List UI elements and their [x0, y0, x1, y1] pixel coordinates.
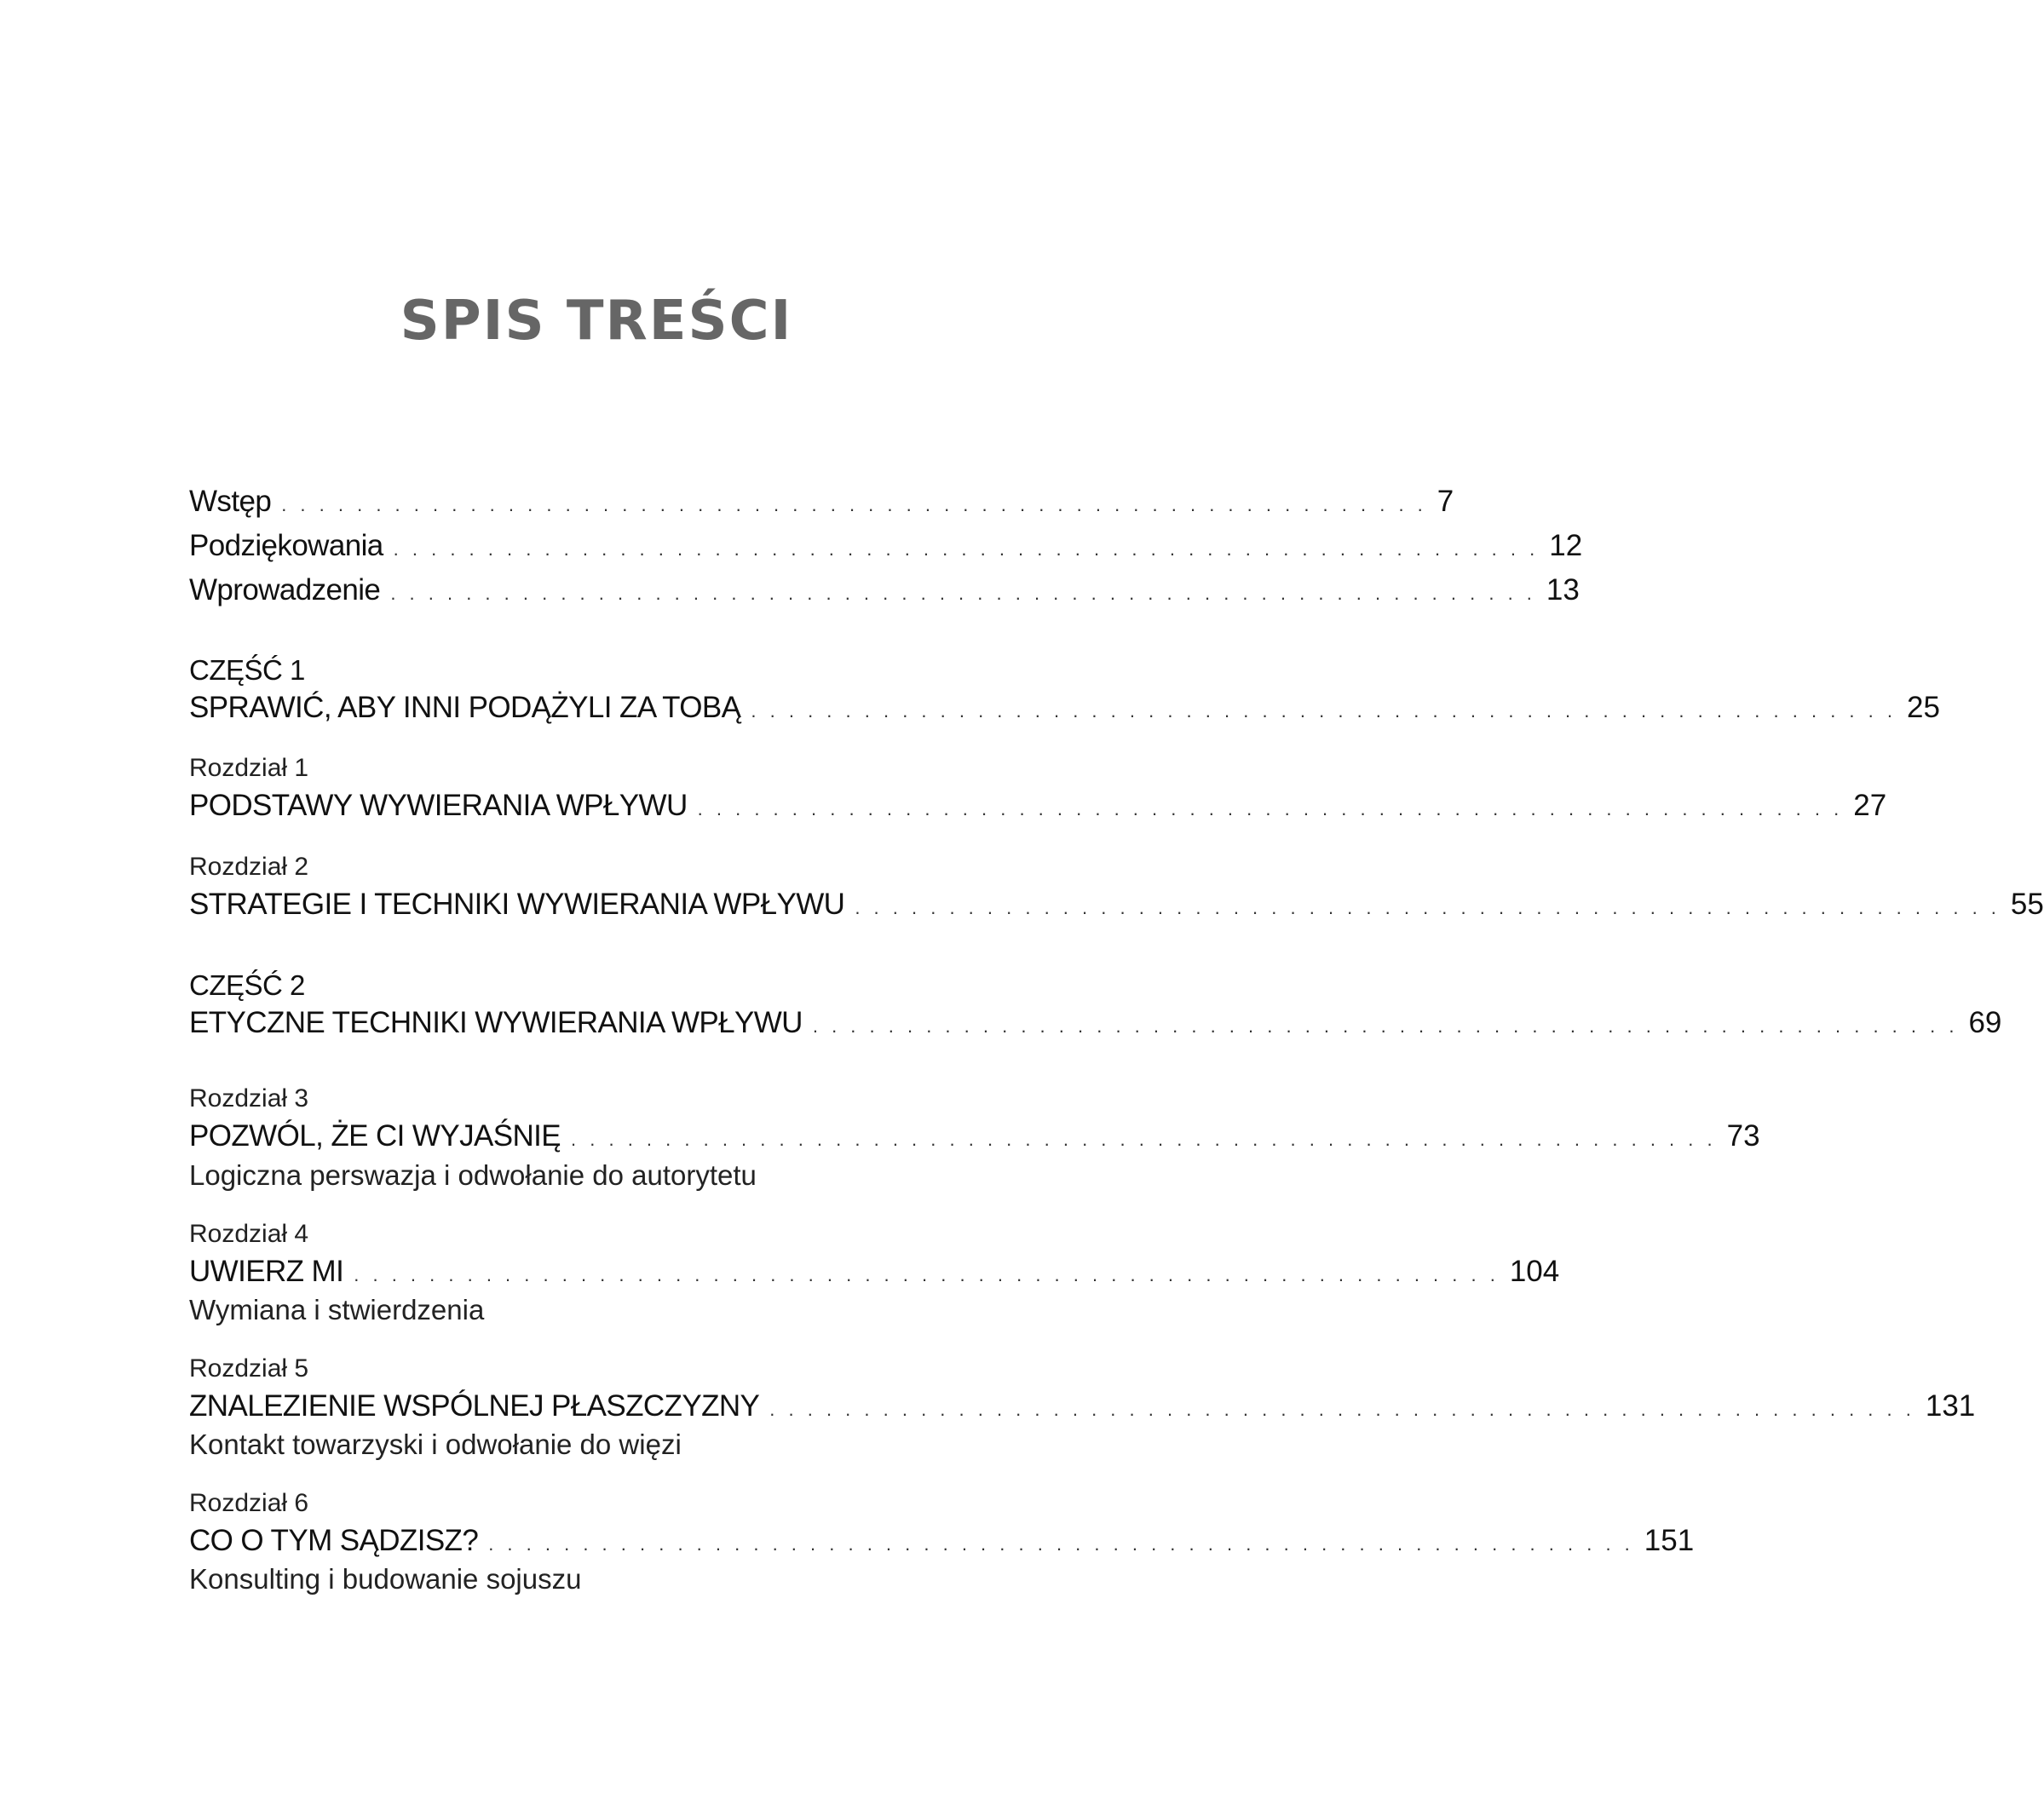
- toc-entry-podziekowania[interactable]: [189, 528, 1583, 564]
- dot-leader: . . . . . . . . . . . . . . . . . . . . . . . . . . . . . . . . . . . . . . . . . . . . . . . . . . . . . . . . . . . . .: [281, 494, 1427, 515]
- page-number: 13: [1546, 573, 1580, 607]
- page-number: 55: [2010, 888, 2044, 921]
- toc-entry-chapter-4[interactable]: [189, 1254, 1560, 1290]
- chapter-subtitle: Wymiana i stwierdzenia: [189, 1294, 485, 1325]
- toc-entry-chapter-1[interactable]: [189, 788, 1887, 824]
- toc-entry-part2[interactable]: [189, 1005, 2002, 1041]
- chapter-label: Rozdział 4: [189, 1220, 309, 1248]
- chapter-label: Rozdział 3: [189, 1084, 309, 1112]
- toc-entry-chapter-3[interactable]: [189, 1118, 1760, 1154]
- chapter-label: Rozdział 2: [189, 853, 309, 881]
- toc-entry-wstep[interactable]: [189, 484, 1454, 520]
- entry-title: PODSTAWY WYWIERANIA WPŁYWU: [189, 789, 688, 822]
- part-label: CZĘŚĆ 2: [189, 969, 305, 1001]
- page-number: 151: [1644, 1524, 1695, 1557]
- page-title: SPIS TREŚCI: [400, 290, 793, 353]
- chapter-subtitle: Konsulting i budowanie sojuszu: [189, 1563, 582, 1595]
- page-number: 25: [1906, 691, 1940, 724]
- toc-entry-chapter-6[interactable]: [189, 1523, 1695, 1559]
- dot-leader: . . . . . . . . . . . . . . . . . . . . . . . . . . . . . . . . . . . . . . . . . . . . . . . . . . . . . . . . . . . . .: [390, 583, 1536, 604]
- toc-entry-part1[interactable]: [189, 690, 1940, 726]
- page-number: 12: [1549, 529, 1583, 562]
- entry-title: ZNALEZIENIE WSPÓLNEJ PŁASZCZYZNY: [189, 1389, 760, 1423]
- entry-title: CO O TYM SĄDZISZ?: [189, 1524, 479, 1557]
- chapter-label: Rozdział 6: [189, 1489, 309, 1517]
- page-number: 69: [1968, 1006, 2002, 1039]
- toc-entry-chapter-2[interactable]: [189, 887, 2044, 923]
- entry-title: Wprowadzenie: [189, 573, 381, 607]
- page-number: 104: [1509, 1255, 1560, 1288]
- part-label: CZĘŚĆ 1: [189, 654, 305, 686]
- dot-leader: . . . . . . . . . . . . . . . . . . . . . . . . . . . . . . . . . . . . . . . . . . . . . . . . . . . . . . . . . . . . .: [751, 700, 1897, 722]
- dot-leader: . . . . . . . . . . . . . . . . . . . . . . . . . . . . . . . . . . . . . . . . . . . . . . . . . . . . . . . . . . . . .: [855, 897, 2001, 918]
- chapter-label: Rozdział 1: [189, 754, 309, 782]
- entry-title: Wstęp: [189, 485, 272, 518]
- page-number: 131: [1925, 1389, 1976, 1423]
- dot-leader: . . . . . . . . . . . . . . . . . . . . . . . . . . . . . . . . . . . . . . . . . . . . . . . . . . . . . . . . . . . . .: [769, 1399, 1915, 1420]
- dot-leader: . . . . . . . . . . . . . . . . . . . . . . . . . . . . . . . . . . . . . . . . . . . . . . . . . . . . . . . . . . . . .: [697, 798, 1844, 819]
- toc-entry-chapter-5[interactable]: [189, 1388, 1976, 1424]
- dot-leader: . . . . . . . . . . . . . . . . . . . . . . . . . . . . . . . . . . . . . . . . . . . . . . . . . . . . . . . . . . . . .: [488, 1533, 1634, 1555]
- chapter-label: Rozdział 5: [189, 1354, 309, 1383]
- toc-entry-wprowadzenie[interactable]: [189, 572, 1580, 608]
- entry-title: SPRAWIĆ, ABY INNI PODĄŻYLI ZA TOBĄ: [189, 691, 741, 724]
- dot-leader: . . . . . . . . . . . . . . . . . . . . . . . . . . . . . . . . . . . . . . . . . . . . . . . . . . . . . . . . . . . . .: [571, 1129, 1717, 1150]
- dot-leader: . . . . . . . . . . . . . . . . . . . . . . . . . . . . . . . . . . . . . . . . . . . . . . . . . . . . . . . . . . . . .: [812, 1015, 1959, 1037]
- page-number: 27: [1853, 789, 1887, 822]
- dot-leader: . . . . . . . . . . . . . . . . . . . . . . . . . . . . . . . . . . . . . . . . . . . . . . . . . . . . . . . . . . . . .: [354, 1264, 1500, 1285]
- dot-leader: . . . . . . . . . . . . . . . . . . . . . . . . . . . . . . . . . . . . . . . . . . . . . . . . . . . . . . . . . . . . .: [393, 538, 1540, 560]
- entry-title: Podziękowania: [189, 529, 383, 562]
- chapter-subtitle: Kontakt towarzyski i odwołanie do więzi: [189, 1429, 682, 1460]
- entry-title: POZWÓL, ŻE CI WYJAŚNIĘ: [189, 1119, 561, 1153]
- entry-title: STRATEGIE I TECHNIKI WYWIERANIA WPŁYWU: [189, 888, 845, 921]
- entry-title: ETYCZNE TECHNIKI WYWIERANIA WPŁYWU: [189, 1006, 803, 1039]
- entry-title: UWIERZ MI: [189, 1255, 344, 1288]
- chapter-subtitle: Logiczna perswazja i odwołanie do autorytetu: [189, 1159, 757, 1191]
- page-number: 73: [1726, 1119, 1760, 1153]
- page-number: 7: [1437, 485, 1454, 518]
